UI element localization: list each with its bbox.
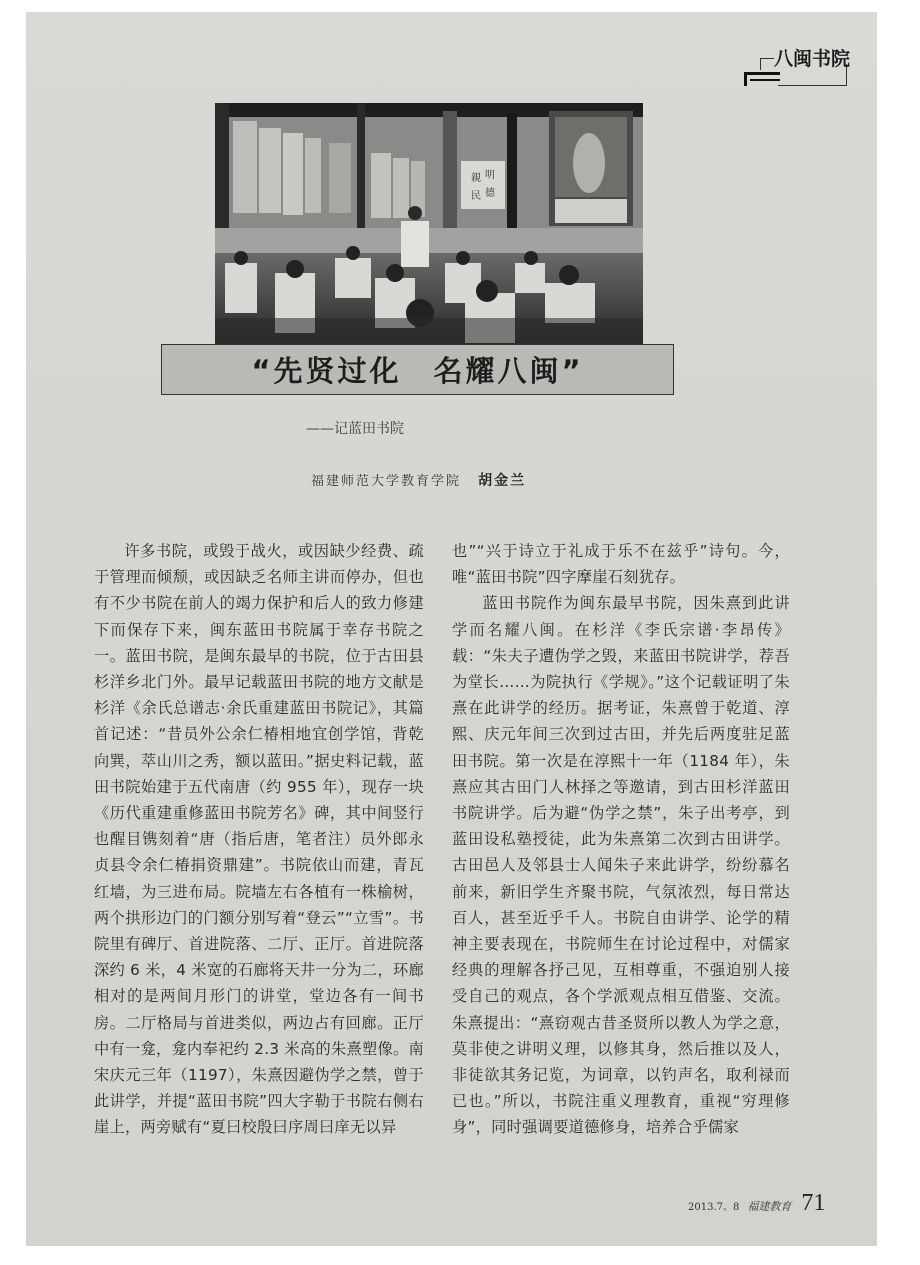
- article-title-banner: [161, 344, 674, 395]
- article-title: “先贤过化 名耀八闽”: [251, 354, 584, 388]
- header-rule: [760, 58, 774, 59]
- article-photo: [215, 103, 643, 344]
- body-column-right: [452, 538, 790, 1141]
- section-title: 八闽书院: [774, 48, 851, 70]
- svg-text:德: 德: [485, 188, 495, 199]
- issue-date: 2013.7、8: [688, 1202, 740, 1213]
- header-logo-mark: [744, 72, 747, 86]
- section-header: [734, 44, 854, 88]
- byline: [311, 470, 526, 490]
- page-footer: [688, 1190, 825, 1217]
- header-rule: [778, 85, 847, 86]
- article-subtitle: ——记蓝田书院: [306, 421, 404, 437]
- magazine-name: 福建教育: [747, 1200, 792, 1213]
- page-number: 71: [801, 1190, 826, 1216]
- author-name: 胡金兰: [478, 473, 527, 489]
- paragraph: 许多书院，或毁于战火，或因缺少经费、疏于管理而倾颓，或因缺乏名师主讲而停办，但也有不少书院在前人的竭力保护和后人的致力修建下而保存下来，闽东蓝田书院属于幸存书院之一。蓝田书院，是闽东最早的书院，位于古田县杉洋乡北门外。最早记载蓝田书院的地方文献是杉洋《余氏总谱志·余氏重建蓝田书院记》，其篇首记述：“昔员外公余仁椿相地宜创学馆，背乾向巽，萃山川之秀，额以蓝田。”据史料记载，蓝田书院始建于五代南唐（约 955 年），现存一块《历代重建重修蓝田书院芳名》碑，其中间竖行也醒目镌刻着“唐（指后唐，笔者注）员外郎永贞县令余仁椿捐资鼎建”。书院依山而建，青瓦红墙，为三进布局。院墙左右各植有一株榆树，两个拱形边门的门额分别写着“登云”“立雪”。书院里有碑厅、首进院落、二厅、正厅。首进院落深约 6 米，4 米宽的石廊将天井一分为二，环廊相对的是两间月形门的讲堂，堂边各有一间书房。二厅格局与首进类似，两边占有回廊。正厅中有一龛，龛内奉祀约 2.3 米高的朱熹塑像。南宋庆元三年（1197），朱熹因避伪学之禁，曾于此讲学，并提“蓝田书院”四大字勒于书院右侧右崖上，两旁赋有“夏曰校殷曰序周曰庠无以异: [94, 542, 424, 1137]
- body-column-left: [94, 538, 424, 1141]
- author-affiliation: 福建师范大学教育学院: [311, 474, 462, 489]
- svg-text:民: 民: [471, 191, 481, 202]
- header-rule: [760, 58, 761, 70]
- header-logo-mark: [750, 79, 780, 81]
- header-logo-mark: [744, 72, 780, 75]
- svg-text:明: 明: [485, 170, 495, 181]
- paragraph: 也”“兴于诗立于礼成于乐不在兹乎”诗句。今，唯“蓝田书院”四字摩崖石刻犹存。: [452, 542, 790, 587]
- classroom-photo-illustration: [215, 103, 643, 344]
- paragraph: 蓝田书院作为闽东最早书院，因朱熹到此讲学而名耀八闽。在杉洋《李氏宗谱·李昂传》载：“朱夫子遭伪学之毁，来蓝田书院讲学，荐吾为堂长……为院执行《学规》。”这个记载证明了朱熹在此讲学的经历。据考证，朱熹曾于乾道、淳熙、庆元年间三次到过古田，并先后两度驻足蓝田书院。第一次是在淳熙十一年（1184 年），朱熹应其古田门人林择之等邀请，到古田杉洋蓝田书院讲学。后为避“伪学之禁”，朱子出考亭，到蓝田设私塾授徒，此为朱熹第二次到古田讲学。古田邑人及邻县士人闻朱子来此讲学，纷纷慕名前来，新旧学生齐聚书院，气氛浓烈，每日常达百人，甚至近乎千人。书院自由讲学、论学的精神主要表现在，书院师生在讨论过程中，对儒家经典的理解各抒己见，互相尊重，不强迫别人接受自己的观点，各个学派观点相互借鉴、交流。朱熹提出：“熹窃观古昔圣贤所以教人为学之意，莫非使之讲明义理，以修其身，然后推以及人，非徒欲其务记览，为词章，以钓声名，取利禄而已也。”所以，书院注重义理教育，重视“穷理修身”，同时强调要道德修身，培养合乎儒家: [452, 594, 790, 1137]
- svg-text:親: 親: [471, 173, 481, 184]
